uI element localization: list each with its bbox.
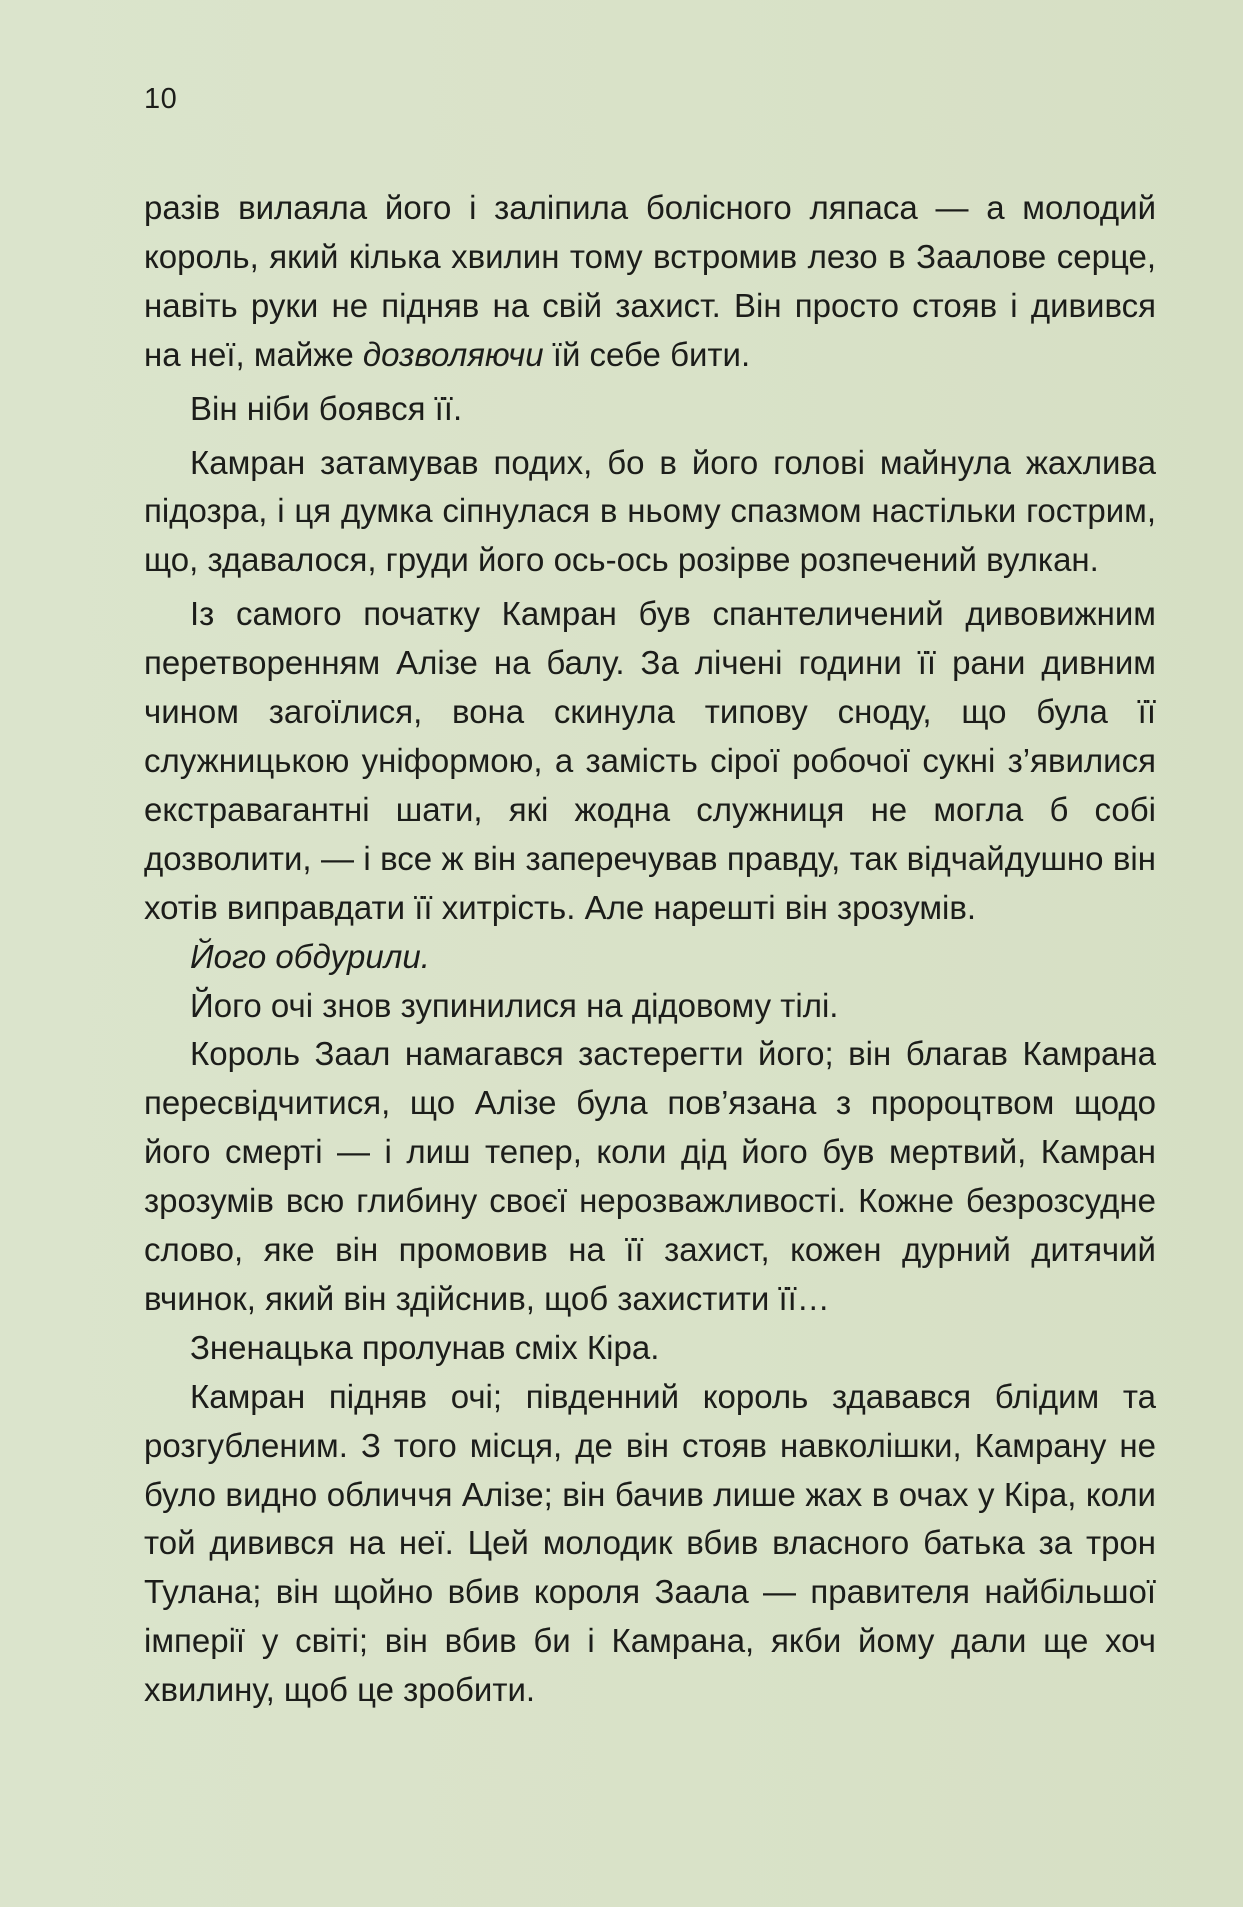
paragraph xyxy=(144,184,1156,380)
paragraph-text: разів вилаяла його і заліпила болісного ляпаса — а молодий король, який кілька хвилин тому встромив лезо в Заалове серце, навіть руки не підняв на свій захист. Він просто стояв і дивився на неї, майже xyxy=(144,189,1156,373)
italic-text: Його обдурили. xyxy=(190,937,430,975)
paragraph: Зненацька пролунав сміх Кіра. xyxy=(190,1328,660,1366)
emphasis-text: дозволяючи xyxy=(362,335,544,373)
paragraph: Його очі знов зупинилися на дідовому тілі. xyxy=(190,986,839,1024)
paragraph: Він ніби боявся її. xyxy=(190,389,463,427)
page-number: 10 xyxy=(144,83,178,115)
paragraph: Камран затамував подих, бо в його голові майнула жахлива підозра, і ця думка сіпнулася в ньому спазмом настільки гострим, що, здавалося, груди його ось-ось розірве розпечений вулкан. xyxy=(144,443,1156,579)
italic-paragraph xyxy=(144,933,1156,982)
body-text xyxy=(144,184,1156,1715)
paragraph: Із самого початку Камран був спантеличений дивовижним перетворенням Алізе на балу. За лічені години її рани дивним чином загоїлися, вона скинула типову сноду, що була її служницькою уніформою, а замість сірої робочої сукні з’явилися екстравагантні шати, які жодна служниця не могла б собі дозволити, — і все ж він заперечував правду, так відчайдушно він хотів виправдати її хитрість. Але нарешті він зрозумів. xyxy=(144,595,1156,926)
paragraph-text-after: їй себе бити. xyxy=(543,335,751,373)
paragraph: Король Заал намагався застерегти його; він благав Камрана пересвідчитися, що Алізе була пов’язана з пророцтвом щодо його смерті — і лиш тепер, коли дід його був мертвий, Камран зрозумів всю глибину своєї нерозважливості. Кожне безрозсудне слово, яке він промовив на її захист, кожен дурний дитячий вчинок, який він здійснив, щоб захистити її… xyxy=(144,1035,1156,1317)
paragraph: Камран підняв очі; південний король здавався блідим та розгубленим. З того місця, де він стояв навколішки, Камрану не було видно обличчя Алізе; він бачив лише жах в очах у Кіра, коли той дивився на неї. Цей молодик вбив власного батька за трон Тулана; він щойно вбив короля Заала — правителя найбільшої імперії у світі; він вбив би і Камрана, якби йому дали ще хоч хвилину, щоб це зробити. xyxy=(144,1377,1156,1709)
